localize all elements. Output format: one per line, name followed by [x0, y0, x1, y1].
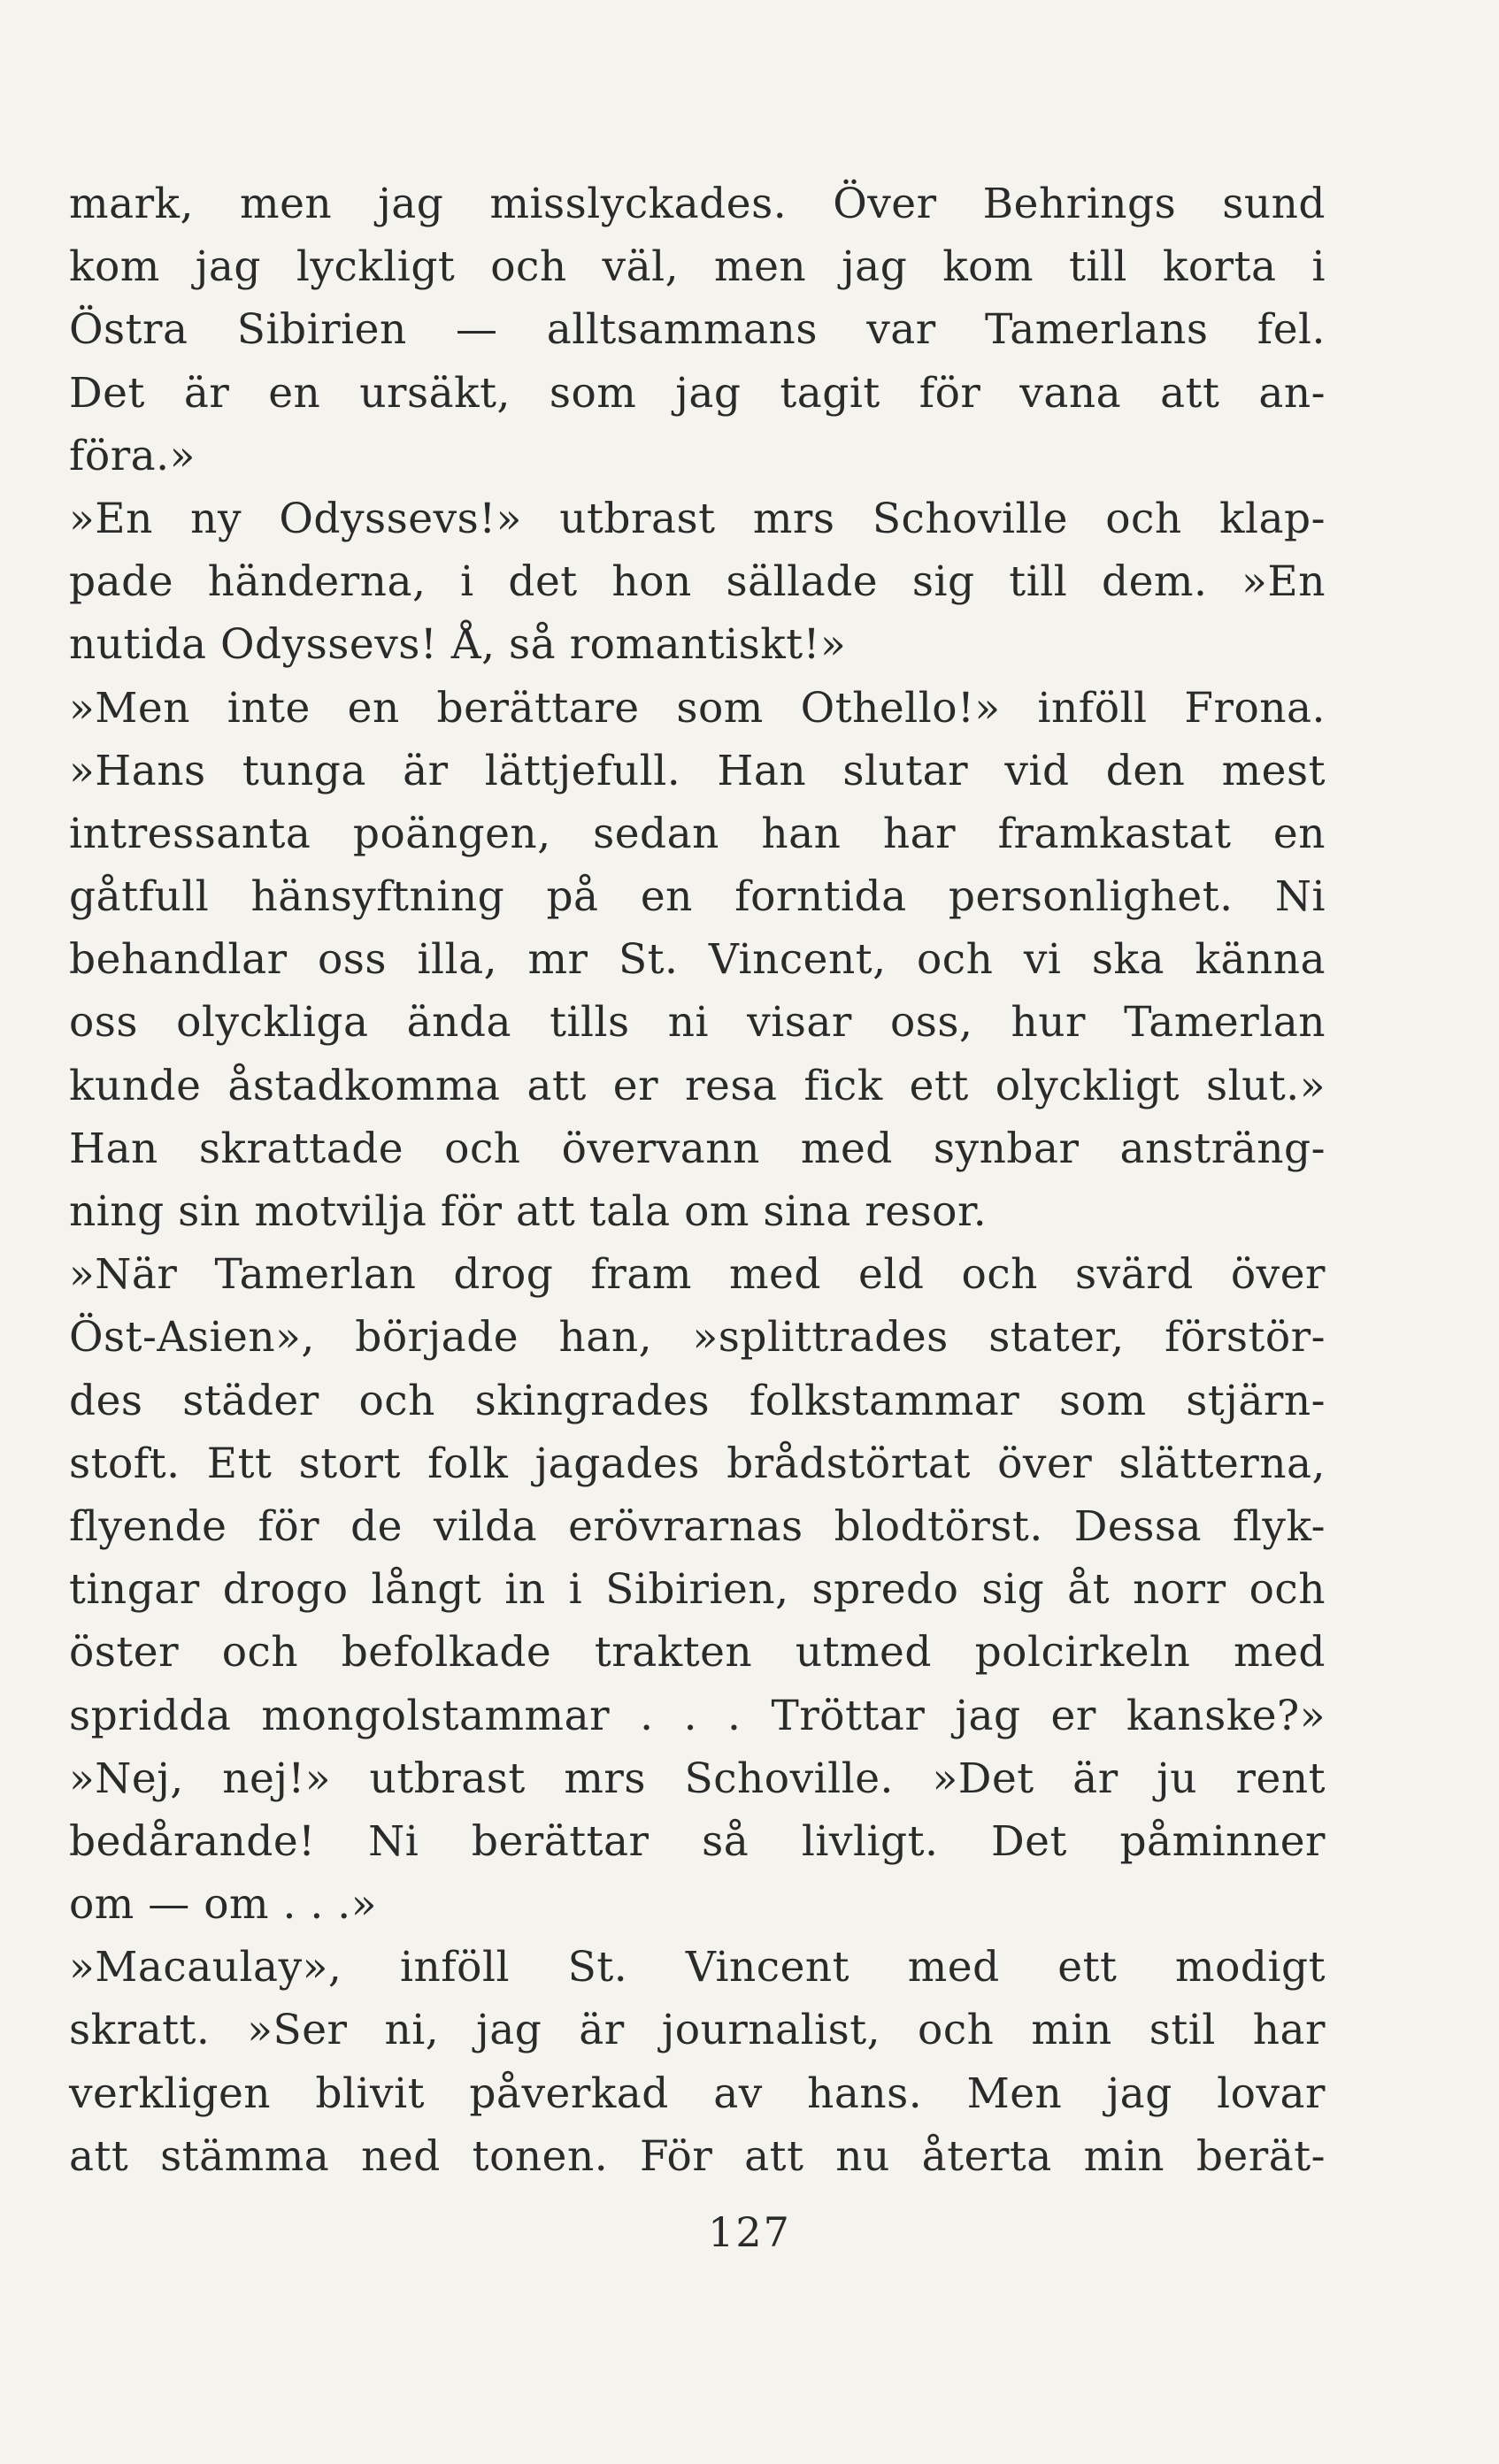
- text-line: intressanta poängen, sedan han har framkastat en: [69, 809, 1326, 858]
- text-line: Öst-Asien», började han, »splittrades stater, förstör-: [69, 1313, 1326, 1362]
- text-line: des städer och skingrades folkstammar som stjärn-: [69, 1376, 1326, 1425]
- text-line: mark, men jag misslyckades. Över Behrings sund: [69, 180, 1326, 228]
- text-line: nutida Odyssevs! Å, så romantiskt!»: [69, 620, 847, 670]
- text-line: kom jag lyckligt och väl, men jag kom till korta i: [69, 242, 1326, 292]
- body-text: [69, 173, 1326, 2188]
- text-line: kunde åstadkomma att er resa fick ett olyckligt slut.»: [69, 1061, 1326, 1110]
- text-line: »Hans tunga är lättjefull. Han slutar vid den mest: [69, 746, 1326, 795]
- text-line: flyende för de vilda erövrarnas blodtörst. Dessa flyk-: [69, 1501, 1326, 1551]
- text-line: gåtfull hänsyftning på en forntida personlighet. Ni: [69, 872, 1326, 922]
- text-line: stoft. Ett stort folk jagades brådstörtat över slätterna,: [69, 1439, 1326, 1488]
- text-line: verkligen blivit påverkad av hans. Men jag lovar: [69, 2069, 1326, 2118]
- text-line: Östra Sibirien — alltsammans var Tamerlans fel.: [69, 305, 1326, 355]
- text-line: att stämma ned tonen. För att nu återta min berät-: [69, 2131, 1326, 2181]
- text-line: Han skrattade och övervann med synbar ansträng-: [69, 1124, 1326, 1173]
- text-line: spridda mongolstammar . . . Tröttar jag er kanske?»: [69, 1691, 1326, 1740]
- text-line: »Nej, nej!» utbrast mrs Schoville. »Det är ju rent: [69, 1754, 1326, 1803]
- text-line: bedårande! Ni berättar så livligt. Det påminner: [69, 1816, 1326, 1866]
- text-line: föra.»: [69, 431, 196, 480]
- text-line: »Macaulay», inföll St. Vincent med ett modigt: [69, 1943, 1326, 1992]
- page-number: 127: [708, 2208, 791, 2256]
- text-line: pade händerna, i det hon sällade sig till dem. »En: [69, 557, 1326, 607]
- text-line: om — om . . .»: [69, 1880, 378, 1930]
- text-line: ning sin motvilja för att tala om sina resor.: [69, 1187, 988, 1236]
- text-line: oss olyckliga ända tills ni visar oss, hur Tamerlan: [69, 998, 1326, 1048]
- text-line: Det är en ursäkt, som jag tagit för vana att an-: [69, 368, 1326, 418]
- text-line: skratt. »Ser ni, jag är journalist, och min stil har: [69, 2006, 1326, 2055]
- text-line: öster och befolkade trakten utmed polcirkeln med: [69, 1628, 1326, 1677]
- text-line: tingar drogo långt in i Sibirien, spredo sig åt norr och: [69, 1565, 1326, 1615]
- text-line: »En ny Odyssevs!» utbrast mrs Schoville och klap-: [69, 494, 1326, 543]
- text-line: »När Tamerlan drog fram med eld och svärd över: [69, 1250, 1326, 1300]
- text-line: behandlar oss illa, mr St. Vincent, och vi ska känna: [69, 935, 1326, 985]
- text-line: »Men inte en berättare som Othello!» inföll Frona.: [69, 683, 1326, 733]
